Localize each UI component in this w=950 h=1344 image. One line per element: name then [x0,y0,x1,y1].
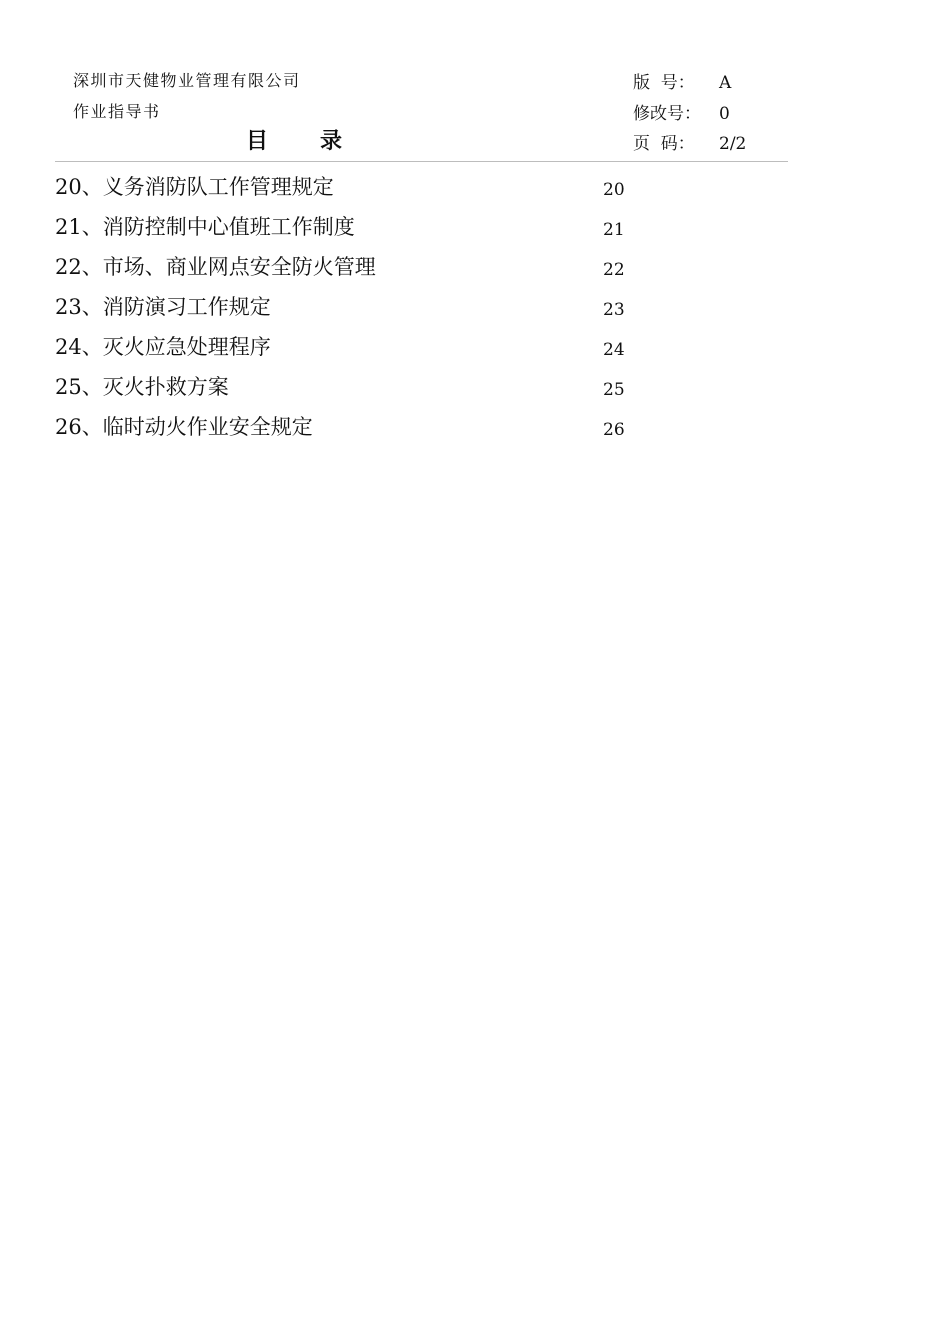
toc-entry[interactable] [55,212,755,252]
toc-entry-title: 21、消防控制中心值班工作制度 [55,215,355,239]
page-number-label: 页 码： [633,134,695,154]
toc-entry[interactable] [55,372,755,412]
version-value: A [719,73,732,93]
toc-entry-page: 21 [603,220,625,240]
toc-entry-page: 24 [603,340,625,360]
toc-entry-page: 25 [603,380,625,400]
toc-entry[interactable] [55,252,755,292]
toc-entry-title: 24、灭火应急处理程序 [55,335,271,359]
toc-entry-page: 22 [603,260,625,280]
toc-entry-title: 25、灭火扑救方案 [55,375,229,399]
header-divider [55,161,788,162]
toc-entry-title: 26、临时动火作业安全规定 [55,415,313,439]
table-of-contents [55,172,755,452]
page-title-part-1: 目 [246,129,269,154]
toc-entry-title: 22、市场、商业网点安全防火管理 [55,255,376,279]
version-label: 版 号： [633,73,695,93]
toc-entry-title: 20、义务消防队工作管理规定 [55,175,334,199]
toc-entry-page: 20 [603,180,625,200]
document-type: 作业指导书 [73,102,161,121]
page-number-row [633,129,746,154]
toc-entry-page: 23 [603,300,625,320]
page-title-part-2: 录 [320,129,343,154]
version-row [633,68,731,93]
toc-entry[interactable] [55,412,755,452]
toc-entry[interactable] [55,332,755,372]
toc-entry-title: 23、消防演习工作规定 [55,295,271,319]
company-name: 深圳市天健物业管理有限公司 [73,71,301,90]
revision-label: 修改号： [633,104,701,124]
revision-row [633,99,730,124]
page-number-value: 2/2 [719,134,747,154]
toc-entry[interactable] [55,292,755,332]
toc-entry-page: 26 [603,420,625,440]
revision-value: 0 [719,104,730,124]
toc-entry[interactable] [55,172,755,212]
page-title [246,124,342,155]
